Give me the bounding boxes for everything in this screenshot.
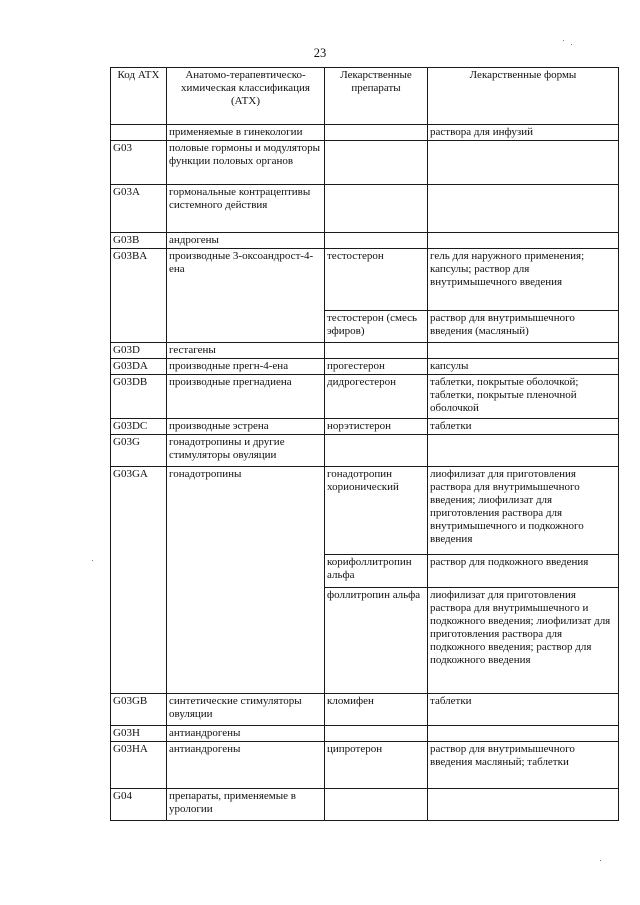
- scan-speck: [571, 44, 572, 45]
- table-row: [111, 249, 619, 311]
- cell-code: G03HA: [111, 742, 167, 789]
- cell-drug: фоллитропин альфа: [325, 588, 428, 694]
- cell-drug: [325, 233, 428, 249]
- cell-classification: производные эстрена: [167, 419, 325, 435]
- cell-classification: применяемые в гинекологии: [167, 125, 325, 141]
- cell-forms: гель для наружного применения; капсулы; раствор для внутримышечного введения: [428, 249, 619, 311]
- cell-forms: раствор для внутримышечного введения (масляный): [428, 311, 619, 343]
- cell-forms: [428, 233, 619, 249]
- cell-forms: [428, 789, 619, 821]
- cell-drug: [325, 125, 428, 141]
- page-number: 23: [313, 46, 327, 60]
- cell-drug: [325, 789, 428, 821]
- table-row: [111, 375, 619, 419]
- header-classification: Анатомо-терапевтическо-химическая классификация (АТХ): [167, 68, 325, 125]
- cell-forms: лиофилизат для приготовления раствора для внутримышечного введения; лиофилизат для приготовления раствора для внутримышечного и подкожного введения: [428, 467, 619, 555]
- cell-classification: половые гормоны и модуляторы функции половых органов: [167, 141, 325, 185]
- cell-code: G03: [111, 141, 167, 185]
- table-row: [111, 435, 619, 467]
- cell-classification: андрогены: [167, 233, 325, 249]
- cell-code: G03DA: [111, 359, 167, 375]
- cell-classification: синтетические стимуляторы овуляции: [167, 694, 325, 726]
- cell-classification: производные прегнадиена: [167, 375, 325, 419]
- table-row: [111, 789, 619, 821]
- table-row: [111, 343, 619, 359]
- cell-drug: [325, 726, 428, 742]
- scan-speck: [563, 40, 564, 41]
- header-drugs: Лекарственные препараты: [325, 68, 428, 125]
- cell-drug: [325, 343, 428, 359]
- cell-drug: дидрогестерон: [325, 375, 428, 419]
- cell-code: G03DB: [111, 375, 167, 419]
- table-row: [111, 359, 619, 375]
- cell-forms: [428, 343, 619, 359]
- cell-classification: гестагены: [167, 343, 325, 359]
- header-forms: Лекарственные формы: [428, 68, 619, 125]
- cell-code: G03H: [111, 726, 167, 742]
- table-row: [111, 125, 619, 141]
- cell-drug: гонадотропин хорионический: [325, 467, 428, 555]
- cell-forms: таблетки, покрытые оболочкой; таблетки, покрытые пленочной оболочкой: [428, 375, 619, 419]
- cell-classification: антиандрогены: [167, 726, 325, 742]
- cell-code: G03D: [111, 343, 167, 359]
- cell-forms: лиофилизат для приготовления раствора для внутримышечного и подкожного введения; лиофилизат для приготовления раствора для подкожного введения; раствор для подкожного введения: [428, 588, 619, 694]
- cell-drug: тестостерон: [325, 249, 428, 311]
- cell-classification: гонадотропины: [167, 467, 325, 694]
- cell-code: [111, 125, 167, 141]
- scan-speck: [600, 860, 601, 861]
- cell-classification: препараты, применяемые в урологии: [167, 789, 325, 821]
- cell-forms: [428, 726, 619, 742]
- cell-forms: раствор для подкожного введения: [428, 555, 619, 588]
- cell-forms: раствора для инфузий: [428, 125, 619, 141]
- table-row: [111, 419, 619, 435]
- cell-code: G03DC: [111, 419, 167, 435]
- cell-forms: раствор для внутримышечного введения масляный; таблетки: [428, 742, 619, 789]
- table-row: [111, 694, 619, 726]
- cell-classification: производные прегн-4-ена: [167, 359, 325, 375]
- table-row: [111, 233, 619, 249]
- cell-code: G03G: [111, 435, 167, 467]
- cell-classification: производные 3-оксоандрост-4-ена: [167, 249, 325, 343]
- atx-table: [110, 67, 619, 821]
- cell-code: G03GA: [111, 467, 167, 694]
- cell-code: G03BA: [111, 249, 167, 343]
- cell-code: G04: [111, 789, 167, 821]
- table-row: [111, 742, 619, 789]
- cell-code: G03GB: [111, 694, 167, 726]
- table-row: [111, 185, 619, 233]
- table-row: [111, 726, 619, 742]
- cell-drug: кломифен: [325, 694, 428, 726]
- cell-classification: гонадотропины и другие стимуляторы овуляции: [167, 435, 325, 467]
- table-header-row: [111, 68, 619, 125]
- cell-drug: [325, 435, 428, 467]
- cell-drug: [325, 141, 428, 185]
- cell-drug: ципротерон: [325, 742, 428, 789]
- cell-classification: гормональные контрацептивы системного действия: [167, 185, 325, 233]
- cell-drug: прогестерон: [325, 359, 428, 375]
- scan-speck: [92, 560, 93, 561]
- table-row: [111, 141, 619, 185]
- cell-drug: корифоллитропин альфа: [325, 555, 428, 588]
- cell-forms: [428, 141, 619, 185]
- cell-forms: [428, 185, 619, 233]
- cell-classification: антиандрогены: [167, 742, 325, 789]
- header-code: Код АТХ: [111, 68, 167, 125]
- cell-forms: таблетки: [428, 694, 619, 726]
- cell-code: G03A: [111, 185, 167, 233]
- cell-code: G03B: [111, 233, 167, 249]
- cell-drug: [325, 185, 428, 233]
- cell-drug: норэтистерон: [325, 419, 428, 435]
- cell-drug: тестостерон (смесь эфиров): [325, 311, 428, 343]
- cell-forms: капсулы: [428, 359, 619, 375]
- cell-forms: [428, 435, 619, 467]
- cell-forms: таблетки: [428, 419, 619, 435]
- table-row: [111, 467, 619, 555]
